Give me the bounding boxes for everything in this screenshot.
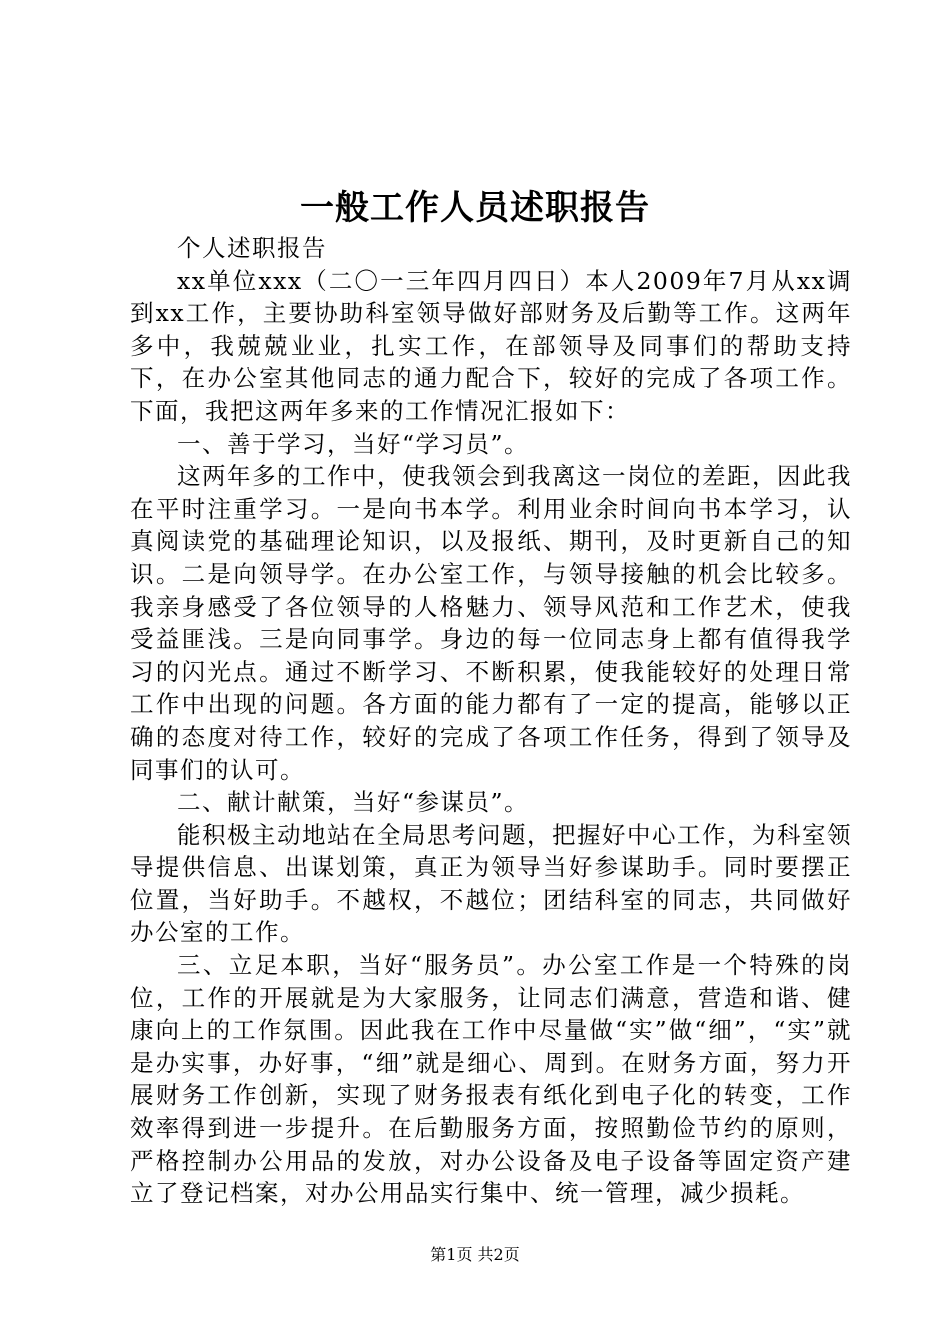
section-heading-1: 一、善于学习，当好“学习员”。 <box>177 429 530 458</box>
paragraph-heading-personal-report: 个人述职报告 <box>177 234 327 262</box>
document-body <box>130 232 852 1210</box>
paragraph-section-2: 能积极主动地站在全局思考问题，把握好中心工作，为科室领导提供信息、出谋划策，真正为领导当好参谋助手。同时要摆正位置，当好助手。不越权，不越位；团结科室的同志，共同做好办公室的工作。 <box>130 820 852 947</box>
page-number-footer: 第1页 共2页 <box>430 1245 520 1264</box>
paragraph-section-3: 三、立足本职，当好“服务员”。办公室工作是一个特殊的岗位，工作的开展就是为大家服务，让同志们满意，营造和谐、健康向上的工作氛围。因此我在工作中尽量做“实”做“细”，“实”就是办实事，办好事，“细”就是细心、周到。在财务方面，努力开展财务工作创新，实现了财务报表有纸化到电子化的转变，工作效率得到进一步提升。在后勤服务方面，按照勤俭节约的原则，严格控制办公用品的发放，对办公设备及电子设备等固定资产建立了登记档案，对办公用品实行集中、统一管理，减少损耗。 <box>130 951 852 1208</box>
document-title: 一般工作人员述职报告 <box>300 188 650 228</box>
section-heading-2: 二、献计献策，当好“参谋员”。 <box>177 788 530 817</box>
paragraph-section-1: 这两年多的工作中，使我领会到我离这一岗位的差距，因此我在平时注重学习。一是向书本学。利用业余时间向书本学习，认真阅读党的基础理论知识，以及报纸、期刊，及时更新自己的知识。二是向领导学。在办公室工作，与领导接触的机会比较多。我亲身感受了各位领导的人格魅力、领导风范和工作艺术，使我受益匪浅。三是向同事学。身边的每一位同志身上都有值得我学习的闪光点。通过不断学习、不断积累，使我能较好的处理日常工作中出现的问题。各方面的能力都有了一定的提高，能够以正确的态度对待工作，较好的完成了各项工作任务，得到了领导及同事们的认可。 <box>130 462 852 784</box>
paragraph-intro: xx单位xxx（二〇一三年四月四日）本人2009年7月从xx调到xx工作，主要协助科室领导做好部财务及后勤等工作。这两年多中，我兢兢业业，扎实工作，在部领导及同事们的帮助支持下，在办公室其他同志的通力配合下，较好的完成了各项工作。下面，我把这两年多来的工作情况汇报如下： <box>130 266 852 425</box>
